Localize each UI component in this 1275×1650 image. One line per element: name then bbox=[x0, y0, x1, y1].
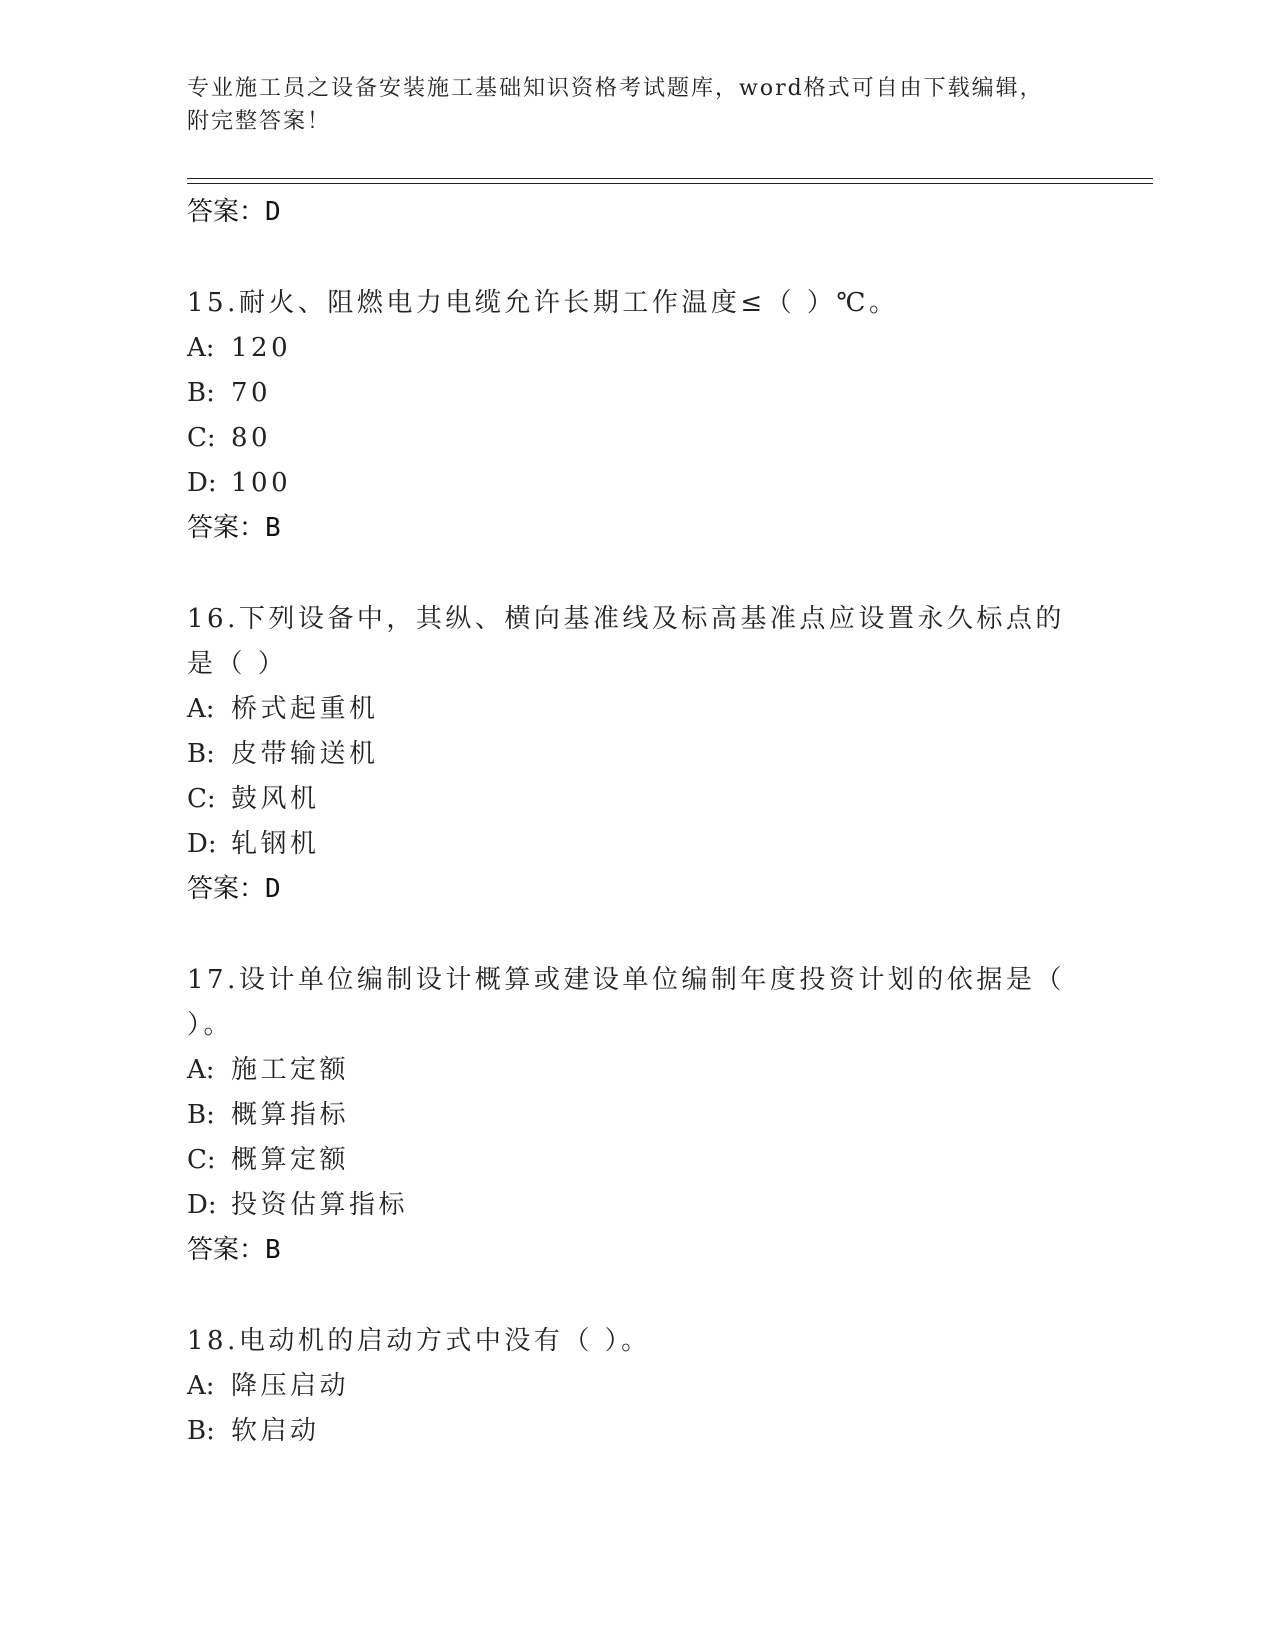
question-stem: 15.耐火、阻燃电力电缆允许长期工作温度≤（ ）℃。 bbox=[187, 288, 899, 318]
question-block bbox=[187, 597, 1087, 912]
option-text: 120 bbox=[231, 333, 292, 363]
option-row bbox=[187, 1093, 1087, 1138]
option-letter: B: bbox=[187, 1416, 215, 1446]
option-letter: A: bbox=[187, 1055, 215, 1085]
spacer bbox=[187, 235, 1087, 281]
spacer bbox=[187, 1273, 1087, 1319]
option-row bbox=[187, 416, 1087, 461]
option-letter: A: bbox=[187, 333, 215, 363]
answer-line: 答案：B bbox=[187, 1235, 281, 1265]
option-row bbox=[187, 1183, 1087, 1228]
header-divider-top bbox=[187, 178, 1153, 179]
option-row bbox=[187, 461, 1087, 506]
header-line-1: 专业施工员之设备安装施工基础知识资格考试题库，word格式可自由下载编辑， bbox=[187, 76, 1044, 101]
option-text: 80 bbox=[231, 423, 272, 453]
option-row bbox=[187, 1138, 1087, 1183]
option-text: 桥式起重机 bbox=[231, 694, 379, 724]
question-block bbox=[187, 281, 1087, 551]
question-list bbox=[187, 190, 1087, 1454]
option-text: 鼓风机 bbox=[231, 784, 320, 814]
option-letter: C: bbox=[187, 1145, 216, 1175]
option-text: 投资估算指标 bbox=[231, 1190, 409, 1220]
option-text: 施工定额 bbox=[231, 1055, 350, 1085]
option-text: 轧钢机 bbox=[231, 829, 320, 859]
option-text: 降压启动 bbox=[231, 1371, 350, 1401]
question-stem: 18.电动机的启动方式中没有（ ）。 bbox=[187, 1326, 651, 1356]
spacer bbox=[187, 912, 1087, 958]
spacer bbox=[187, 551, 1087, 597]
question-block bbox=[187, 958, 1087, 1273]
option-text: 皮带输送机 bbox=[231, 739, 379, 769]
question-block bbox=[187, 1319, 1087, 1454]
option-text: 70 bbox=[231, 378, 272, 408]
option-text: 概算定额 bbox=[231, 1145, 350, 1175]
option-letter: D: bbox=[187, 468, 217, 498]
answer-line: 答案：D bbox=[187, 874, 281, 904]
question-stem: 16.下列设备中，其纵、横向基准线及标高基准点应设置永久标点的是（ ） bbox=[187, 604, 1065, 679]
option-row bbox=[187, 777, 1087, 822]
question-stem: 17.设计单位编制设计概算或建设单位编制年度投资计划的依据是（ ）。 bbox=[187, 965, 1065, 1040]
document-header bbox=[187, 72, 1067, 138]
option-text: 概算指标 bbox=[231, 1100, 350, 1130]
header-divider-bottom bbox=[187, 183, 1153, 184]
option-row bbox=[187, 732, 1087, 777]
option-row bbox=[187, 1409, 1087, 1454]
option-letter: B: bbox=[187, 378, 215, 408]
option-letter: A: bbox=[187, 694, 215, 724]
option-letter: C: bbox=[187, 784, 216, 814]
option-text: 100 bbox=[231, 468, 292, 498]
option-letter: B: bbox=[187, 1100, 215, 1130]
option-letter: C: bbox=[187, 423, 216, 453]
option-letter: B: bbox=[187, 739, 215, 769]
option-letter: D: bbox=[187, 1190, 217, 1220]
answer-line: 答案：B bbox=[187, 513, 281, 543]
option-letter: D: bbox=[187, 829, 217, 859]
answer-line: 答案：D bbox=[187, 197, 281, 227]
option-row bbox=[187, 1048, 1087, 1093]
option-row bbox=[187, 326, 1087, 371]
option-text: 软启动 bbox=[231, 1416, 320, 1446]
option-row bbox=[187, 371, 1087, 416]
option-row bbox=[187, 1364, 1087, 1409]
option-row bbox=[187, 822, 1087, 867]
header-line-2: 附完整答案！ bbox=[187, 109, 332, 134]
option-letter: A: bbox=[187, 1371, 215, 1401]
option-row bbox=[187, 687, 1087, 732]
